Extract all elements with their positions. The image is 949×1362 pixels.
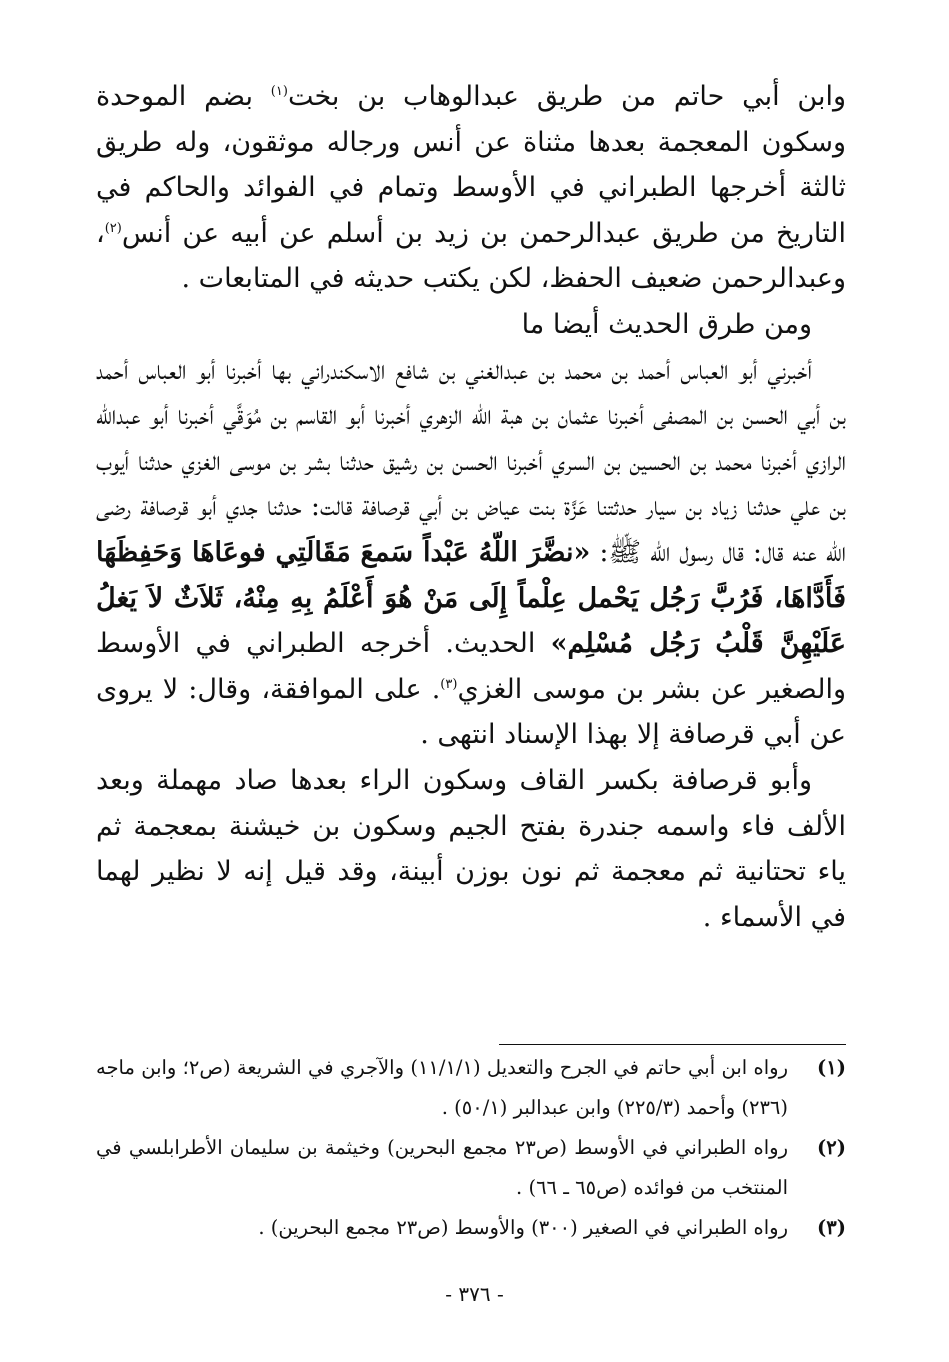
takhrij-text: الحديث. أخرجه الطبراني في الأوسط والصغير عن بشر بن موسى الغزي bbox=[96, 628, 846, 705]
paragraph-4: وأبو قرصافة بكسر القاف وسكون الراء بعدها صاد مهملة وبعد الألف فاء واسمه جندرة بفتح الجيم وسكون بن خيشنة بمعجمة ثم ياء تحتانية ثم معجمة ثم نون بوزن أبينة، وقد قيل إنه لا نظير لهما في الأسماء . bbox=[96, 764, 846, 933]
footnote-ref-2[interactable]: (٢) bbox=[104, 220, 122, 236]
paragraph-2: ومن طرق الحديث أيضا ما bbox=[521, 308, 812, 340]
footnote-1 bbox=[96, 1048, 846, 1128]
paragraph-1-text-c: ، وعبدالرحمن ضعيف الحفظ، لكن يكتب حديثه في المتابعات . bbox=[96, 217, 846, 295]
footnote-text: رواه الطبراني في الصغير (٣٠٠) والأوسط (ص٢٣ مجمع البحرين) . bbox=[258, 1216, 788, 1239]
footnote-text: رواه الطبراني في الأوسط (ص٢٣ مجمع البحرين) وخيثمة بن سليمان الأطرابلسي في المنتخب من فوائده (ص٦٥ ـ ٦٦) . bbox=[96, 1136, 789, 1199]
main-text bbox=[96, 74, 846, 940]
footnote-text: رواه ابن أبي حاتم في الجرح والتعديل (١١/١/١) والآجري في الشريعة (ص٢؛ وابن ماجه (٢٣٦) وأحمد (٢٢٥/٣) وابن عبدالبر (٥٠/١) . bbox=[96, 1056, 788, 1119]
footnote-2 bbox=[96, 1128, 846, 1208]
paragraph-1 bbox=[96, 74, 846, 302]
footnote-number: (٣) bbox=[817, 1216, 846, 1239]
footnote-3 bbox=[96, 1208, 846, 1248]
page-body bbox=[96, 74, 846, 940]
footnote-number: (٢) bbox=[817, 1136, 846, 1159]
isnad-text: أخبرني أبو العباس أحمد بن محمد بن عبدالغني بن شافع الاسكندراني بها أخبرنا أبو العباس أحمد بن أبي الحسن بن المصفى أخبرنا عثمان بن هبة الله الزهري أخبرنا أبو القاسم بن مُوَقَّي أخبرنا أبو عبدالله الرازي أخبرنا محمد بن الحسين بن السري أخبرنا الحسن بن رشيق حدثنا بشر بن موسى الغزي حدثنا أيوب بن علي حدثنا زياد بن سيار حدثتنا عَزَّة بنت عياض بن أبي قرصافة قالت: حدثنا جدي أبو قرصافة رضى الله عنه قال: قال رسول الله ﷺ: bbox=[96, 354, 847, 568]
hadith-quote: «نضَّرَ اللّهُ عَبْداً سَمعَ مَقَالَتِي فوعَاهَا وَحَفِظَهَا فَأَدَّاهَا، فَرُبَّ رَجُل يَحْمل عِلْماً إِلَى مَنْ هُوَ أَعْلَمُ بِهِ مِنْهُ، ثَلاَثٌ لاَ يَغلُ عَلَيْهِنَّ قَلْبُ رَجُل مُسْلِم» bbox=[96, 536, 846, 660]
paragraph-1-text-b: بضم الموحدة وسكون المعجمة بعدها مثناة عن أنس ورجاله موثقون، وله طريق ثالثة أخرجها الطبراني في الأوسط وتمام في الفوائد والحاكم في التاريخ من طريق عبدالرحمن بن زيد بن أسلم عن أبيه عن أنس bbox=[96, 81, 846, 249]
paragraph-1-text-a: وابن أبي حاتم من طريق عبدالوهاب بن بخت bbox=[287, 81, 846, 112]
footnotes bbox=[96, 1048, 846, 1248]
paragraph-3-text-c: . على الموافقة، وقال: لا يروى عن أبي قرصافة إلا بهذا الإسناد انتهى . bbox=[96, 673, 846, 751]
footnote-ref-1[interactable]: (١) bbox=[270, 84, 288, 99]
footnote-divider bbox=[499, 1044, 846, 1045]
page-number: - ٣٧٦ - bbox=[445, 1282, 504, 1306]
paragraph-3 bbox=[96, 348, 846, 758]
footnote-number: (١) bbox=[817, 1056, 846, 1079]
footnote-ref-3[interactable]: (٣) bbox=[440, 676, 458, 692]
